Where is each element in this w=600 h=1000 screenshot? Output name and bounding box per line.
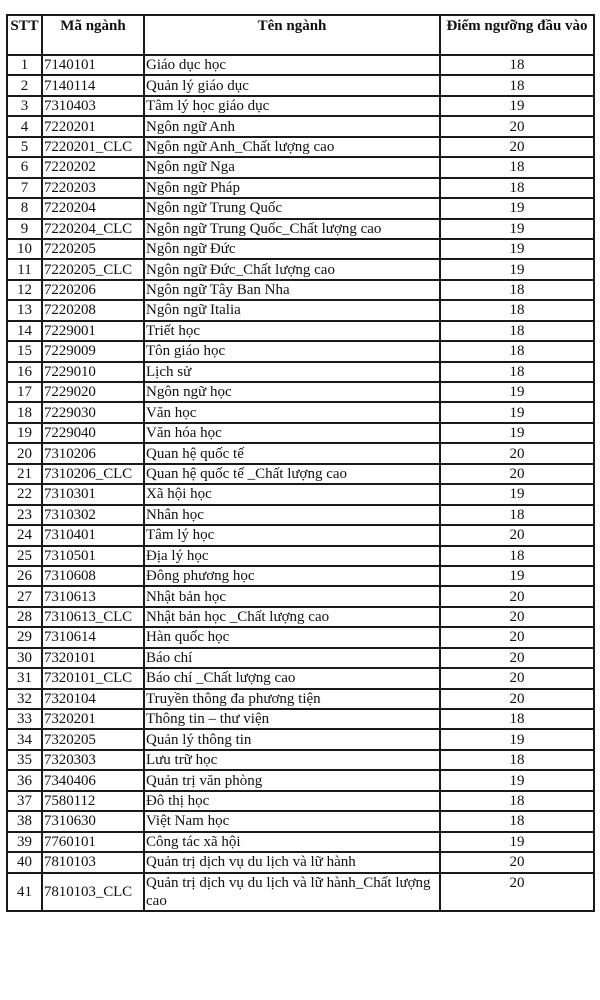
row-major-name: Lưu trữ học bbox=[144, 750, 440, 770]
header-score: Điểm ngưỡng đầu vào bbox=[440, 15, 594, 55]
table-row bbox=[7, 668, 594, 688]
row-threshold-score: 20 bbox=[440, 852, 594, 872]
table-row bbox=[7, 852, 594, 872]
table-row bbox=[7, 219, 594, 239]
row-major-code: 7310206_CLC bbox=[42, 464, 144, 484]
row-stt: 37 bbox=[7, 791, 42, 811]
row-stt: 27 bbox=[7, 586, 42, 606]
table-row bbox=[7, 178, 594, 198]
row-stt: 31 bbox=[7, 668, 42, 688]
row-stt: 28 bbox=[7, 607, 42, 627]
row-threshold-score: 19 bbox=[440, 198, 594, 218]
row-stt: 35 bbox=[7, 750, 42, 770]
row-major-code: 7310613 bbox=[42, 586, 144, 606]
row-major-name: Công tác xã hội bbox=[144, 832, 440, 852]
row-threshold-score: 18 bbox=[440, 546, 594, 566]
row-stt: 24 bbox=[7, 525, 42, 545]
row-threshold-score: 20 bbox=[440, 116, 594, 136]
row-threshold-score: 19 bbox=[440, 423, 594, 443]
table-row bbox=[7, 321, 594, 341]
row-stt: 30 bbox=[7, 648, 42, 668]
row-major-name: Nhân học bbox=[144, 505, 440, 525]
row-major-code: 7340406 bbox=[42, 770, 144, 790]
row-stt: 9 bbox=[7, 219, 42, 239]
table-row bbox=[7, 484, 594, 504]
row-threshold-score: 19 bbox=[440, 219, 594, 239]
row-threshold-score: 19 bbox=[440, 770, 594, 790]
row-stt: 26 bbox=[7, 566, 42, 586]
row-threshold-score: 19 bbox=[440, 484, 594, 504]
row-threshold-score: 18 bbox=[440, 341, 594, 361]
row-major-code: 7229001 bbox=[42, 321, 144, 341]
table-row bbox=[7, 157, 594, 177]
table-row bbox=[7, 607, 594, 627]
row-major-name: Ngôn ngữ Tây Ban Nha bbox=[144, 280, 440, 300]
table-row bbox=[7, 505, 594, 525]
row-stt: 1 bbox=[7, 55, 42, 75]
row-major-name: Đô thị học bbox=[144, 791, 440, 811]
row-threshold-score: 19 bbox=[440, 239, 594, 259]
row-stt: 32 bbox=[7, 689, 42, 709]
row-major-code: 7310302 bbox=[42, 505, 144, 525]
row-threshold-score: 20 bbox=[440, 464, 594, 484]
row-threshold-score: 18 bbox=[440, 280, 594, 300]
table-row bbox=[7, 729, 594, 749]
row-major-code: 7310501 bbox=[42, 546, 144, 566]
row-major-name: Nhật bản học _Chất lượng cao bbox=[144, 607, 440, 627]
row-threshold-score: 18 bbox=[440, 709, 594, 729]
header-code: Mã ngành bbox=[42, 15, 144, 55]
table-row bbox=[7, 443, 594, 463]
row-major-code: 7229040 bbox=[42, 423, 144, 443]
row-major-name: Ngôn ngữ Nga bbox=[144, 157, 440, 177]
row-stt: 7 bbox=[7, 178, 42, 198]
row-major-name: Báo chí _Chất lượng cao bbox=[144, 668, 440, 688]
row-stt: 16 bbox=[7, 362, 42, 382]
row-major-code: 7220201 bbox=[42, 116, 144, 136]
row-threshold-score: 19 bbox=[440, 402, 594, 422]
table-row bbox=[7, 259, 594, 279]
row-threshold-score: 19 bbox=[440, 566, 594, 586]
row-threshold-score: 18 bbox=[440, 321, 594, 341]
row-threshold-score: 20 bbox=[440, 607, 594, 627]
row-major-name: Quản lý thông tin bbox=[144, 729, 440, 749]
row-threshold-score: 18 bbox=[440, 178, 594, 198]
admission-threshold-table bbox=[6, 14, 595, 912]
table-row bbox=[7, 464, 594, 484]
row-stt: 8 bbox=[7, 198, 42, 218]
table-row bbox=[7, 55, 594, 75]
table-row bbox=[7, 566, 594, 586]
table-row bbox=[7, 709, 594, 729]
row-major-code: 7220204 bbox=[42, 198, 144, 218]
row-stt: 33 bbox=[7, 709, 42, 729]
row-major-code: 7220206 bbox=[42, 280, 144, 300]
row-major-name: Địa lý học bbox=[144, 546, 440, 566]
row-major-name: Hàn quốc học bbox=[144, 627, 440, 647]
row-major-name: Văn hóa học bbox=[144, 423, 440, 443]
row-threshold-score: 18 bbox=[440, 811, 594, 831]
row-major-code: 7310608 bbox=[42, 566, 144, 586]
row-major-name: Quản lý giáo dục bbox=[144, 75, 440, 95]
table-row bbox=[7, 96, 594, 116]
row-threshold-score: 18 bbox=[440, 750, 594, 770]
document-page bbox=[6, 14, 595, 912]
row-threshold-score: 20 bbox=[440, 525, 594, 545]
row-stt: 17 bbox=[7, 382, 42, 402]
row-threshold-score: 18 bbox=[440, 505, 594, 525]
row-threshold-score: 18 bbox=[440, 75, 594, 95]
row-stt: 11 bbox=[7, 259, 42, 279]
row-major-code: 7320101 bbox=[42, 648, 144, 668]
row-threshold-score: 18 bbox=[440, 791, 594, 811]
row-major-name: Truyền thông đa phương tiện bbox=[144, 689, 440, 709]
row-stt: 25 bbox=[7, 546, 42, 566]
row-stt: 4 bbox=[7, 116, 42, 136]
table-row bbox=[7, 586, 594, 606]
row-threshold-score: 18 bbox=[440, 300, 594, 320]
row-major-code: 7220205 bbox=[42, 239, 144, 259]
row-threshold-score: 19 bbox=[440, 259, 594, 279]
row-major-name: Quan hệ quốc tế _Chất lượng cao bbox=[144, 464, 440, 484]
row-major-code: 7220204_CLC bbox=[42, 219, 144, 239]
row-major-code: 7580112 bbox=[42, 791, 144, 811]
table-row bbox=[7, 362, 594, 382]
row-major-name: Giáo dục học bbox=[144, 55, 440, 75]
table-row bbox=[7, 341, 594, 361]
table-row bbox=[7, 116, 594, 136]
table-row bbox=[7, 627, 594, 647]
row-major-name: Ngôn ngữ học bbox=[144, 382, 440, 402]
row-stt: 5 bbox=[7, 137, 42, 157]
row-major-code: 7320201 bbox=[42, 709, 144, 729]
row-stt: 12 bbox=[7, 280, 42, 300]
row-major-name: Ngôn ngữ Anh bbox=[144, 116, 440, 136]
table-row bbox=[7, 525, 594, 545]
row-major-name: Ngôn ngữ Pháp bbox=[144, 178, 440, 198]
row-major-code: 7810103 bbox=[42, 852, 144, 872]
table-body bbox=[7, 55, 594, 911]
table-header bbox=[7, 15, 594, 55]
row-threshold-score: 20 bbox=[440, 586, 594, 606]
row-major-name: Tôn giáo học bbox=[144, 341, 440, 361]
table-row bbox=[7, 280, 594, 300]
row-major-name: Tâm lý học bbox=[144, 525, 440, 545]
table-row bbox=[7, 300, 594, 320]
row-major-code: 7140101 bbox=[42, 55, 144, 75]
row-stt: 20 bbox=[7, 443, 42, 463]
row-threshold-score: 20 bbox=[440, 137, 594, 157]
table-row bbox=[7, 239, 594, 259]
row-major-code: 7229030 bbox=[42, 402, 144, 422]
row-major-name: Nhật bản học bbox=[144, 586, 440, 606]
row-major-name: Văn học bbox=[144, 402, 440, 422]
row-stt: 38 bbox=[7, 811, 42, 831]
row-major-name: Ngôn ngữ Đức bbox=[144, 239, 440, 259]
row-major-name: Quản trị văn phòng bbox=[144, 770, 440, 790]
row-threshold-score: 18 bbox=[440, 55, 594, 75]
table-row bbox=[7, 689, 594, 709]
row-major-code: 7220208 bbox=[42, 300, 144, 320]
table-row bbox=[7, 75, 594, 95]
row-major-code: 7140114 bbox=[42, 75, 144, 95]
row-stt: 41 bbox=[7, 873, 42, 911]
row-threshold-score: 19 bbox=[440, 382, 594, 402]
row-stt: 21 bbox=[7, 464, 42, 484]
row-threshold-score: 19 bbox=[440, 96, 594, 116]
row-major-code: 7310206 bbox=[42, 443, 144, 463]
row-stt: 34 bbox=[7, 729, 42, 749]
row-major-code: 7310630 bbox=[42, 811, 144, 831]
row-stt: 39 bbox=[7, 832, 42, 852]
row-major-name: Quản trị dịch vụ du lịch và lữ hành bbox=[144, 852, 440, 872]
table-row bbox=[7, 402, 594, 422]
header-name: Tên ngành bbox=[144, 15, 440, 55]
table-row bbox=[7, 546, 594, 566]
table-row bbox=[7, 198, 594, 218]
row-major-code: 7220201_CLC bbox=[42, 137, 144, 157]
table-row bbox=[7, 382, 594, 402]
row-threshold-score: 20 bbox=[440, 443, 594, 463]
row-major-name: Tâm lý học giáo dục bbox=[144, 96, 440, 116]
row-major-name: Báo chí bbox=[144, 648, 440, 668]
row-major-name: Ngôn ngữ Trung Quốc_Chất lượng cao bbox=[144, 219, 440, 239]
row-threshold-score: 20 bbox=[440, 873, 594, 911]
header-row bbox=[7, 15, 594, 55]
table-row bbox=[7, 750, 594, 770]
table-row bbox=[7, 811, 594, 831]
row-major-name: Ngôn ngữ Anh_Chất lượng cao bbox=[144, 137, 440, 157]
table-row bbox=[7, 770, 594, 790]
row-major-name: Triết học bbox=[144, 321, 440, 341]
row-threshold-score: 18 bbox=[440, 362, 594, 382]
row-major-name: Đông phương học bbox=[144, 566, 440, 586]
table-row bbox=[7, 423, 594, 443]
row-threshold-score: 20 bbox=[440, 627, 594, 647]
table-row bbox=[7, 873, 594, 911]
row-major-name: Lịch sử bbox=[144, 362, 440, 382]
row-major-code: 7310301 bbox=[42, 484, 144, 504]
row-stt: 10 bbox=[7, 239, 42, 259]
row-threshold-score: 20 bbox=[440, 689, 594, 709]
row-major-code: 7320104 bbox=[42, 689, 144, 709]
row-major-name: Quản trị dịch vụ du lịch và lữ hành_Chất lượng cao bbox=[144, 873, 440, 911]
row-stt: 19 bbox=[7, 423, 42, 443]
row-threshold-score: 18 bbox=[440, 157, 594, 177]
row-major-name: Thông tin – thư viện bbox=[144, 709, 440, 729]
row-stt: 6 bbox=[7, 157, 42, 177]
row-threshold-score: 19 bbox=[440, 832, 594, 852]
row-major-name: Việt Nam học bbox=[144, 811, 440, 831]
row-major-code: 7229010 bbox=[42, 362, 144, 382]
row-major-code: 7310403 bbox=[42, 96, 144, 116]
row-threshold-score: 19 bbox=[440, 729, 594, 749]
row-stt: 15 bbox=[7, 341, 42, 361]
row-stt: 40 bbox=[7, 852, 42, 872]
row-major-name: Quan hệ quốc tế bbox=[144, 443, 440, 463]
row-major-code: 7220203 bbox=[42, 178, 144, 198]
table-row bbox=[7, 832, 594, 852]
row-major-code: 7310401 bbox=[42, 525, 144, 545]
row-major-code: 7760101 bbox=[42, 832, 144, 852]
table-row bbox=[7, 791, 594, 811]
row-stt: 22 bbox=[7, 484, 42, 504]
row-threshold-score: 20 bbox=[440, 668, 594, 688]
row-stt: 18 bbox=[7, 402, 42, 422]
row-major-code: 7229009 bbox=[42, 341, 144, 361]
row-major-name: Xã hội học bbox=[144, 484, 440, 504]
row-major-code: 7310613_CLC bbox=[42, 607, 144, 627]
row-major-code: 7810103_CLC bbox=[42, 873, 144, 911]
row-stt: 23 bbox=[7, 505, 42, 525]
row-stt: 2 bbox=[7, 75, 42, 95]
row-major-code: 7320303 bbox=[42, 750, 144, 770]
row-stt: 13 bbox=[7, 300, 42, 320]
row-major-name: Ngôn ngữ Italia bbox=[144, 300, 440, 320]
table-row bbox=[7, 137, 594, 157]
row-major-code: 7320205 bbox=[42, 729, 144, 749]
row-stt: 14 bbox=[7, 321, 42, 341]
row-major-code: 7310614 bbox=[42, 627, 144, 647]
table-row bbox=[7, 648, 594, 668]
row-major-name: Ngôn ngữ Đức_Chất lượng cao bbox=[144, 259, 440, 279]
row-major-code: 7229020 bbox=[42, 382, 144, 402]
row-stt: 36 bbox=[7, 770, 42, 790]
row-major-code: 7220202 bbox=[42, 157, 144, 177]
header-stt: STT bbox=[7, 15, 42, 55]
row-stt: 3 bbox=[7, 96, 42, 116]
row-stt: 29 bbox=[7, 627, 42, 647]
row-major-code: 7220205_CLC bbox=[42, 259, 144, 279]
row-major-code: 7320101_CLC bbox=[42, 668, 144, 688]
row-threshold-score: 20 bbox=[440, 648, 594, 668]
row-major-name: Ngôn ngữ Trung Quốc bbox=[144, 198, 440, 218]
